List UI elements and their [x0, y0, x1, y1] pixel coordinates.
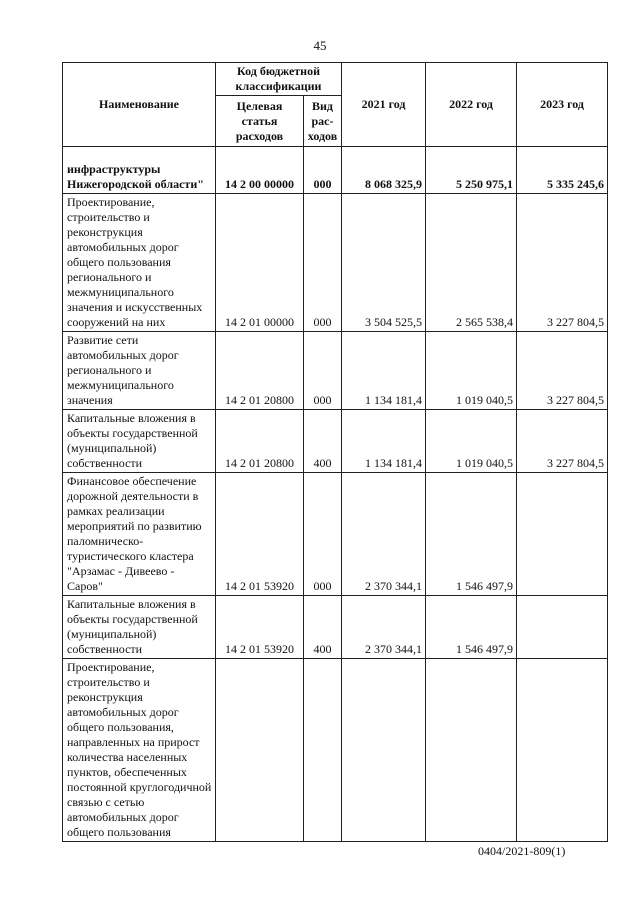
header-2021: 2021 год	[342, 63, 426, 147]
header-name: Наименование	[63, 63, 216, 147]
header-expense-type: Вид рас-ходов	[304, 96, 342, 147]
header-target-article: Целевая статья расходов	[216, 96, 304, 147]
row-type: 000	[304, 332, 342, 410]
row-code: 14 2 01 53920	[216, 473, 304, 596]
row-2023	[517, 596, 608, 659]
row-2021: 1 134 181,4	[342, 332, 426, 410]
row-2022: 2 565 538,4	[426, 194, 517, 332]
row-2021: 8 068 325,9	[342, 147, 426, 194]
row-type	[304, 659, 342, 842]
row-2022: 1 019 040,5	[426, 410, 517, 473]
row-name: Проектирование, строительство и реконструкция автомобильных дорог общего пользования, направленных на прирост количества населенных пунктов, обеспеченных постоянной круглогодичной связью с сетью автомобильных дорог общего пользования	[63, 659, 216, 842]
row-name: инфраструктуры Нижегородской области"	[63, 147, 216, 194]
row-2022	[426, 659, 517, 842]
document-code: 0404/2021-809(1)	[478, 844, 566, 858]
row-code: 14 2 01 20800	[216, 332, 304, 410]
table-row	[63, 147, 608, 194]
row-2022: 1 546 497,9	[426, 596, 517, 659]
row-2022: 1 019 040,5	[426, 332, 517, 410]
row-type: 000	[304, 194, 342, 332]
row-name: Финансовое обеспечение дорожной деятельности в рамках реализации мероприятий по развитию паломническо-туристического кластера "Арзамас - Дивеево - Саров"	[63, 473, 216, 596]
row-2023	[517, 473, 608, 596]
row-code: 14 2 00 00000	[216, 147, 304, 194]
row-name: Капитальные вложения в объекты государственной (муниципальной) собственности	[63, 596, 216, 659]
row-2022: 1 546 497,9	[426, 473, 517, 596]
row-2021: 2 370 344,1	[342, 473, 426, 596]
row-name: Капитальные вложения в объекты государственной (муниципальной) собственности	[63, 410, 216, 473]
header-2022: 2022 год	[426, 63, 517, 147]
row-2023: 5 335 245,6	[517, 147, 608, 194]
table-row	[63, 194, 608, 332]
row-2021: 3 504 525,5	[342, 194, 426, 332]
budget-table	[62, 62, 608, 842]
row-2023	[517, 659, 608, 842]
row-2023: 3 227 804,5	[517, 410, 608, 473]
row-code: 14 2 01 20800	[216, 410, 304, 473]
row-code: 14 2 01 53920	[216, 596, 304, 659]
row-2021	[342, 659, 426, 842]
row-type: 000	[304, 473, 342, 596]
table-row	[63, 410, 608, 473]
table-row	[63, 473, 608, 596]
row-type: 400	[304, 596, 342, 659]
row-code	[216, 659, 304, 842]
table-row	[63, 659, 608, 842]
row-2022: 5 250 975,1	[426, 147, 517, 194]
table-row	[63, 596, 608, 659]
header-2023: 2023 год	[517, 63, 608, 147]
row-2023: 3 227 804,5	[517, 332, 608, 410]
row-2021: 1 134 181,4	[342, 410, 426, 473]
page-number: 45	[313, 38, 327, 53]
row-type: 400	[304, 410, 342, 473]
row-2021: 2 370 344,1	[342, 596, 426, 659]
row-name: Проектирование, строительство и реконструкция автомобильных дорог общего пользования регионального и межмуниципального значения и искусственных сооружений на них	[63, 194, 216, 332]
row-2023: 3 227 804,5	[517, 194, 608, 332]
row-name: Развитие сети автомобильных дорог регионального и межмуниципального значения	[63, 332, 216, 410]
row-type: 000	[304, 147, 342, 194]
header-code-group: Код бюджетной классификации	[216, 63, 342, 96]
table-row	[63, 332, 608, 410]
row-code: 14 2 01 00000	[216, 194, 304, 332]
